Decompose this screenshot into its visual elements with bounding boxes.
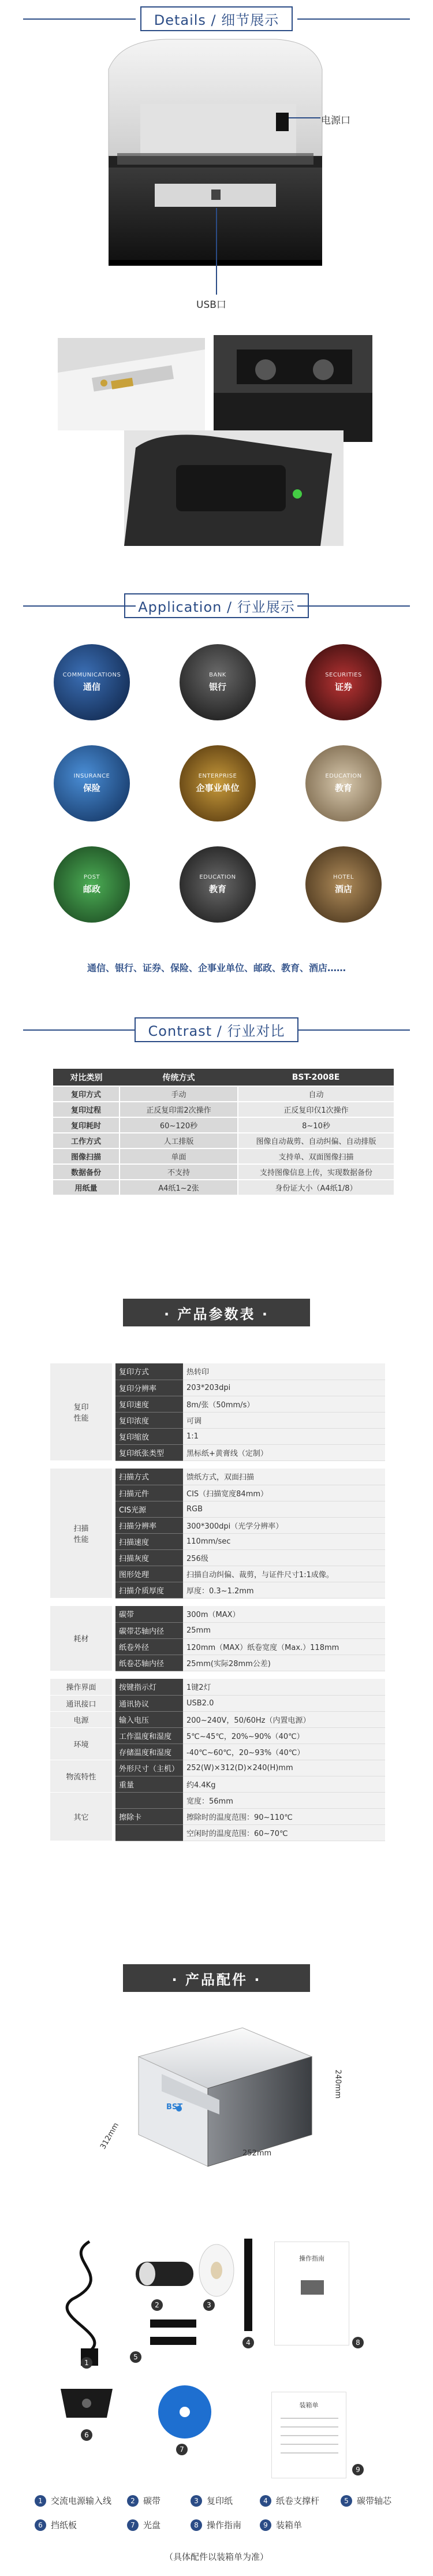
table-row: 图形处理 扫描自动纠偏、裁剪，与证件尺寸1:1成像。 [50, 1566, 385, 1582]
table-row: 碳带芯轴内径 25mm [50, 1622, 385, 1638]
contrast-header-row [53, 1069, 394, 1086]
power-callout-line [289, 117, 320, 118]
printer-product-image [104, 2010, 335, 2184]
table-row: 复印方式 手动 自动 [53, 1086, 394, 1102]
table-row: 扫描灰度 256级 [50, 1549, 385, 1566]
table-row: 扫描元件 CIS（扫描宽度84mm） [50, 1485, 385, 1501]
table-row: 存储温度和湿度 -40℃~60℃，20~93%（40℃） [50, 1744, 385, 1760]
table-row: 复印 性能 复印方式 热转印 [50, 1363, 385, 1380]
acc-label-1: 1 交流电源输入线 [35, 2495, 111, 2507]
acc-number-badge: 5 [130, 2351, 141, 2363]
app-post-circle: POST 邮政 [54, 846, 130, 923]
table-row: 扫描 性能 扫描方式 馈纸方式，双面扫描 [50, 1469, 385, 1485]
power-cable-image [55, 2236, 124, 2369]
table-row: 复印缩放 1:1 [50, 1428, 385, 1444]
app-hotel-circle: HOTEL 酒店 [305, 846, 382, 923]
app-securities-circle: SECURITIES 证券 [305, 644, 382, 720]
acc-number-badge: 1 [81, 2357, 92, 2369]
application-caption: 通信、银行、证券、保险、企事业单位、邮政、教育、酒店…… [87, 962, 346, 973]
spec-group-scan: 扫描 性能 [50, 1469, 114, 1598]
app-bank-circle: BANK 银行 [180, 644, 256, 720]
packing-list-title: 装箱单 [299, 2402, 319, 2409]
table-row: 物流特性 外形尺寸（主机） 252(W)×312(D)×240(H)mm [50, 1760, 385, 1776]
table-row: 图像扫描 单面 支持单、双面图像扫描 [53, 1148, 394, 1164]
packing-list-image [271, 2392, 346, 2478]
cd-image [156, 2383, 214, 2441]
copy-paper-image [196, 2242, 237, 2299]
spec-group-ui: 操作界面 [50, 1679, 114, 1695]
product-logo: BST [166, 2103, 183, 2112]
dim-depth-label: 312mm [99, 2121, 121, 2151]
paper-guide-plate-image [55, 2377, 118, 2429]
table-row: 耗材 碳带 300m（MAX） [50, 1606, 385, 1622]
contrast-section-title: Contrast / 行业对比 [0, 1018, 433, 1041]
acc-number-badge: 8 [352, 2337, 364, 2348]
contrast-table [53, 1069, 394, 1196]
acc-label-4: 4 纸卷支撑杆 [260, 2495, 319, 2507]
table-row: 复印速度 8m/张（50mm/s） [50, 1396, 385, 1412]
svg-text:████: ████ [111, 378, 133, 389]
table-row: 通讯接口 通讯协议 USB2.0 [50, 1695, 385, 1711]
specs-section-title: · 产品参数表 · [123, 1299, 310, 1326]
details-section-title: Details / 细节展示 [0, 7, 433, 30]
spec-group-other: 其它 [50, 1792, 114, 1841]
usb-callout-line [216, 208, 217, 295]
table-row: 复印耗时 60~120秒 8~10秒 [53, 1117, 394, 1133]
table-row: 重量 约4.4Kg [50, 1776, 385, 1792]
accessories-section-title: · 产品配件 · [123, 1964, 310, 1992]
app-education-circle: EDUCATION 教育 [305, 745, 382, 822]
acc-number-badge: 3 [203, 2299, 215, 2311]
spec-table [50, 1363, 385, 1841]
table-row: 复印纸张类型 黑标纸+黄膏线（定制） [50, 1444, 385, 1460]
operation-guide-title: 操作指南 [299, 2255, 324, 2262]
power-port-label: 电源口 [321, 115, 350, 127]
table-row: 扫描分辨率 300*300dpi（光学分辨率） [50, 1517, 385, 1533]
acc-label-5: 5 碳带轴芯 [341, 2495, 391, 2507]
power-socket-icon [276, 113, 289, 131]
spec-group-copy: 复印 性能 [50, 1363, 114, 1460]
app-insurance-circle: INSURANCE 保险 [54, 745, 130, 822]
spec-group-power: 电源 [50, 1711, 114, 1727]
usb-port-label: USB口 [196, 299, 226, 311]
accessories-footnote: （具体配件以装箱单为准） [164, 2552, 268, 2562]
control-panel-closeup-image [58, 338, 205, 430]
spec-group-logistics: 物流特性 [50, 1760, 114, 1792]
acc-label-8: 8 操作指南 [191, 2519, 241, 2531]
table-row: 电源 输入电压 200~240V，50/60Hz（内置电源） [50, 1711, 385, 1727]
paper-roll-compartment-image [124, 430, 344, 546]
acc-label-2: 2 碳带 [127, 2495, 160, 2507]
table-row: CIS光源 RGB [50, 1501, 385, 1517]
spec-group-environment: 环境 [50, 1727, 114, 1760]
table-row: 扫描速度 110mm/sec [50, 1533, 385, 1549]
table-row: 数据备份 不支持 支持图像信息上传，实现数据备份 [53, 1164, 394, 1180]
table-row: 纸卷芯轴内径 25mm(实际28mm公差) [50, 1655, 385, 1671]
table-row: 空闲时的温度范围：60~70℃ [50, 1824, 385, 1841]
ribbon-compartment-closeup-image [214, 335, 372, 442]
printer-back-view-image [85, 35, 345, 289]
operation-guide-image [274, 2242, 349, 2345]
table-row: 复印浓度 可调 [50, 1412, 385, 1428]
app-enterprise-circle: ENTERPRISE 企事业单位 [180, 745, 256, 822]
spec-group-interface: 通讯接口 [50, 1695, 114, 1711]
table-row: 用纸量 A4纸1~2张 身份证大小（A4纸1/8） [53, 1180, 394, 1195]
table-row: 环境 工作温度和湿度 5℃~45℃，20%~90%（40℃） [50, 1727, 385, 1744]
ribbon-core-image [144, 2311, 202, 2369]
table-row: 操作界面 按键指示灯 1键2灯 [50, 1679, 385, 1695]
usb-socket-icon [211, 189, 221, 200]
dim-width-label: 252mm [242, 2149, 272, 2158]
table-row: 扫描介质厚度 厚度：0.3~1.2mm [50, 1582, 385, 1598]
contrast-header-cell: 对比类别 [53, 1069, 120, 1086]
table-row: 擦除卡 擦除时的温度范围：90~110℃ [50, 1808, 385, 1824]
app-education-2-circle: EDUCATION 教育 [180, 846, 256, 923]
acc-label-7: 7 光盘 [127, 2519, 160, 2531]
paper-roll-rod-image [240, 2236, 257, 2334]
ribbon-image [133, 2250, 196, 2296]
spec-group-consumables: 耗材 [50, 1606, 114, 1671]
table-row: 复印分辨率 203*203dpi [50, 1380, 385, 1396]
acc-number-badge: 4 [242, 2337, 254, 2348]
acc-number-badge: 7 [176, 2444, 188, 2455]
acc-label-6: 6 挡纸板 [35, 2519, 77, 2531]
dim-height-label: 240mm [333, 2069, 342, 2099]
acc-number-badge: 2 [151, 2299, 163, 2311]
table-row: 工作方式 人工排版 图像自动裁剪、自动纠偏、自动排版 [53, 1133, 394, 1148]
app-communications-circle: COMMUNICATIONS 通信 [54, 644, 130, 720]
table-row: 复印过程 正反复印需2次操作 正反复印仅1次操作 [53, 1102, 394, 1117]
contrast-header-cell: 传统方式 [120, 1069, 238, 1086]
acc-number-badge: 6 [81, 2429, 92, 2441]
acc-label-3: 3 复印纸 [191, 2495, 233, 2507]
table-row: 纸卷外径 120mm（MAX）纸卷宽度（Max.）118mm [50, 1638, 385, 1655]
contrast-header-cell: BST-2008E [238, 1069, 394, 1086]
application-section-title: Application / 行业展示 [0, 594, 433, 617]
acc-label-9: 9 装箱单 [260, 2519, 302, 2531]
acc-number-badge: 9 [352, 2464, 364, 2475]
table-row: 其它 宽度：56mm [50, 1792, 385, 1808]
